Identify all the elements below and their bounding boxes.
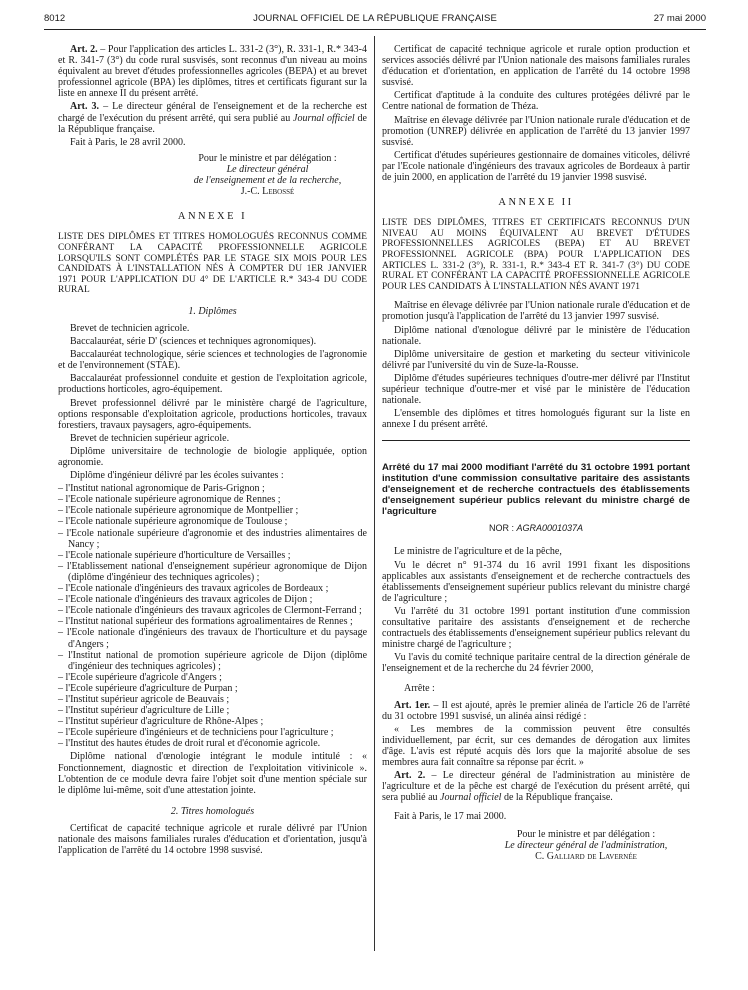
diplome-item: Baccalauréat professionnel conduite et gestion de l'exploitation agricole, productions horticoles, agro-équipement. bbox=[58, 373, 367, 396]
article-text: – Le directeur général de l'administration au ministère de l'agriculture et de la pêche est chargé de l'exécution du présent arrêté, qui sera publié au bbox=[382, 770, 690, 804]
ecole-item: – l'Ecole supérieure d'ingénieurs et de techniciens pour l'agriculture ; bbox=[58, 727, 367, 738]
annexe-2-item: Diplôme national d'œnologue délivré par le ministère de l'éducation nationale. bbox=[382, 324, 690, 347]
signatory-name: J.-C. Lebossé bbox=[240, 186, 295, 198]
diplome-item: Diplôme universitaire de technologie de biologie appliquée, option agronomie. bbox=[58, 445, 367, 468]
arrete-title: Arrêté du 17 mai 2000 modifiant l'arrêté du 31 octobre 1991 portant institution d'une commission consultative paritaire des assistants d'enseignement et de recherche contractuels des établissements d'enseignement supérieur publics relevant du ministre chargé de l'agriculture bbox=[382, 462, 690, 517]
page-header bbox=[44, 13, 706, 27]
ecole-item: – l'Ecole nationale supérieure d'horticulture de Versailles ; bbox=[58, 550, 367, 561]
journal-officiel-ref: Journal officiel bbox=[440, 792, 502, 804]
titre-item: Maîtrise en élevage délivrée par l'Union nationale rurale d'éducation et de promotion (UNREP) délivrée en application de l'arrêté du 13 janvier 1997 susvisé. bbox=[382, 114, 690, 148]
nor-label: NOR : bbox=[488, 523, 517, 534]
diplomes-list bbox=[58, 323, 367, 481]
visa-item: Vu l'arrêté du 31 octobre 1991 portant institution d'une commission consultative paritaire des assistants d'enseignement et de recherche contractuels des établissements d'enseignement supérieur publics relevant du ministre chargé de l'agriculture ; bbox=[382, 605, 690, 651]
fait-a-paris: Fait à Paris, le 28 avril 2000. bbox=[70, 136, 186, 148]
titres-continued bbox=[382, 44, 690, 183]
ecole-item: – l'Ecole nationale supérieure d'agronomie et des industries alimentaires de Nancy ; bbox=[58, 528, 367, 550]
journal-officiel-ref: Journal officiel bbox=[293, 112, 355, 124]
article-label: Art. 1er. bbox=[394, 699, 431, 711]
ecole-item: – l'Institut supérieur agricole de Beauvais ; bbox=[58, 694, 367, 705]
diplome-item: Brevet professionnel délivré par le ministère chargé de l'agriculture, options responsable d'exploitation agricole, productions horticoles, travaux forestiers, travaux paysagers, agro-équipements. bbox=[58, 397, 367, 431]
signature-block bbox=[168, 153, 367, 197]
article-label: Art. 3. bbox=[70, 101, 100, 113]
ecole-item: – l'Ecole nationale d'ingénieurs des travaux agricoles de Clermont-Ferrand ; bbox=[58, 605, 367, 616]
visa-item: Le ministre de l'agriculture et de la pêche, bbox=[394, 546, 562, 558]
article-text: – Pour l'application des articles L. 331-2 (3°), R. 331-1, R.* 343-4 et R. 341-7 (3°) du code rural susvisés, sont reconnus d'un niveau au moins équivalent au brevet d'études professionnelles agricoles (BEPA) et au brevet professionnel agricole (BPA) les diplômes, titres et certificats figurant sur la liste en annexe II du présent arrêté. bbox=[58, 44, 367, 100]
visa-item: Vu l'avis du comité technique paritaire central de la direction générale de l'enseignement et de la recherche du 24 février 2000, bbox=[382, 652, 690, 675]
article-text: de la République française. bbox=[501, 792, 613, 804]
ecole-item: – l'Ecole nationale d'ingénieurs des travaux agricoles de Dijon ; bbox=[58, 594, 367, 605]
section-titres-heading: 2. Titres homologués bbox=[170, 805, 255, 817]
ecole-item: – l'Institut supérieur d'agriculture de Rhône-Alpes ; bbox=[58, 716, 367, 727]
annexe-1-title: LISTE DES DIPLÔMES ET TITRES HOMOLOGUÉS RECONNUS COMME CONFÉRANT LA CAPACITÉ PROFESSIONNELLE AGRICOLE LORSQU'ILS SONT COMPLÉTÉS PAR LE STAGE SIX MOIS POUR LES CANDIDATS À L'INSTALLATION NÉS À COMPTER DU 1ER JANVIER 1971 POUR L'APPLICATION DU 4° DE L'ARTICLE R.* 343-4 DU CODE RURAL bbox=[58, 232, 367, 296]
titre-item: Certificat d'aptitude à la conduite des cultures protégées délivré par le Centre national de formation de Théza. bbox=[382, 90, 690, 113]
ecole-item: – l'Institut des hautes études de droit rural et d'économie agricole. bbox=[58, 738, 367, 749]
diplome-item: Brevet de technicien agricole. bbox=[70, 322, 190, 334]
visa-item: Vu le décret n° 91-374 du 16 avril 1991 fixant les dispositions applicables aux assistants d'enseignement et de recherche contractuels des établissements d'enseignement supérieur publics relevant du ministre chargé de l'agriculture ; bbox=[382, 559, 690, 604]
signature-line: Pour le ministre et par délégation : bbox=[516, 828, 656, 840]
nor-reference bbox=[382, 523, 690, 534]
article-3 bbox=[58, 101, 367, 134]
signature-block-right bbox=[482, 829, 690, 862]
signature-line: Pour le ministre et par délégation : bbox=[198, 152, 337, 164]
article-2-right bbox=[382, 770, 690, 803]
header-rule bbox=[44, 29, 706, 30]
ecole-item: – l'Ecole nationale supérieure agronomique de Toulouse ; bbox=[58, 516, 367, 527]
diplome-item: Baccalauréat technologique, série sciences et technologies de l'agronomie et de l'environnement (STAE). bbox=[58, 349, 367, 372]
annexe-2-item: L'ensemble des diplômes et titres homologués figurant sur la liste en annexe I du présent arrêté. bbox=[382, 408, 690, 431]
ecole-item: – l'Ecole supérieure d'agriculture de Purpan ; bbox=[58, 683, 367, 694]
article-2 bbox=[58, 44, 367, 99]
ecole-item: – l'Institut national de promotion supérieure agricole de Dijon (diplôme d'ingénieur des techniques agricoles) ; bbox=[58, 650, 367, 672]
left-column bbox=[58, 44, 367, 858]
journal-title: JOURNAL OFFICIEL DE LA RÉPUBLIQUE FRANÇAISE bbox=[253, 13, 497, 24]
arrete-word: Arrête : bbox=[404, 682, 435, 694]
diplome-item: Brevet de technicien supérieur agricole. bbox=[70, 432, 230, 444]
ecole-item: – l'Institut supérieur d'agriculture de Lille ; bbox=[58, 705, 367, 716]
article-label: Art. 2. bbox=[70, 44, 98, 55]
annexe-2-title: LISTE DES DIPLÔMES, TITRES ET CERTIFICATS RECONNUS D'UN NIVEAU AU MOINS ÉQUIVALENT AU BREVET D'ÉTUDES PROFESSIONNELLES AGRICOLES (BEPA) ET AU BREVET PROFESSIONNEL AGRICOLE (BPA) POUR L'APPLICATION DES ARTICLES L. 331-2 (3°), R. 331-1, R.* 343-4 ET R. 341-7 (3°) DU CODE RURAL ET CONFÉRANT LA CAPACITÉ PROFESSIONNELLE AGRICOLE POUR LES CANDIDATS À L'INSTALLATION NÉS AVANT 1971 bbox=[382, 218, 690, 292]
article-1 bbox=[382, 700, 690, 722]
diplome-item: Diplôme d'ingénieur délivré par les écoles suivantes : bbox=[70, 470, 284, 482]
signature-line: de l'enseignement et de la recherche, bbox=[193, 175, 342, 187]
signature-line: Le directeur général bbox=[226, 163, 309, 175]
visas-list bbox=[382, 546, 690, 674]
issue-date: 27 mai 2000 bbox=[653, 13, 706, 24]
annexe-1-heading: ANNEXE I bbox=[177, 211, 248, 223]
annexe-2-item: Diplôme d'études supérieures techniques d'outre-mer délivré par l'Institut supérieur technique d'outre-mer et visé par le ministère de l'éducation nationale. bbox=[382, 372, 690, 407]
annexe-2-item: Diplôme universitaire de gestion et marketing du secteur vitivinicole délivré par l'université du vin de Suze-la-Rousse. bbox=[382, 348, 690, 371]
article-text: – Le directeur général de l'enseignement et de la recherche est chargé de l'exécution du présent arrêté, qui sera publié au bbox=[58, 101, 367, 124]
article-1-quote: « Les membres de la commission peuvent être consultés individuellement, par écrit, sur ces demandes de dérogation aux limites d'âge. L'avis est réputé acquis dès lors que la majorité absolue de ses membres aura fait connaître sa réponse par écrit. » bbox=[382, 723, 690, 769]
oenologie-paragraph: Diplôme national d'œnologie intégrant le module intitulé : « Fonctionnement, diagnostic et direction de l'exploitation vitivinicole ». L'obtention de ce module devra faire l'objet soit d'une mention spéciale sur le diplôme lui-même, soit d'une attestation jointe. bbox=[58, 751, 367, 796]
ecole-item: – l'Ecole nationale supérieure agronomique de Montpellier ; bbox=[58, 505, 367, 516]
article-text: – Il est ajouté, après le premier alinéa de l'article 26 de l'arrêté du 31 octobre 1991 susvisé, un alinéa ainsi rédigé : bbox=[382, 699, 690, 722]
ecole-item: – l'Etablissement national d'enseignement supérieur agronomique de Dijon (diplôme d'ingénieur des techniques agricoles) ; bbox=[58, 561, 367, 583]
article-text: de la République française. bbox=[58, 112, 367, 135]
ecole-item: – l'Ecole nationale supérieure agronomique de Rennes ; bbox=[58, 494, 367, 505]
titres-paragraph: Certificat de capacité technique agricole et rurale délivré par l'Union nationale des maisons familiales rurales d'éducation et d'orientation, jusqu'à l'application de l'arrêté du 14 octobre 1998 susvisé. bbox=[58, 822, 367, 857]
ecole-item: – l'Ecole nationale d'ingénieurs des travaux de l'horticulture et du paysage d'Angers ; bbox=[58, 627, 367, 649]
titre-item: Certificat d'études supérieures gestionnaire de domaines viticoles, délivré par l'Ecole nationale d'ingénieurs des travaux agricoles de Bordeaux à partir de juin 2000, en application de l'arrêté du 19 janvier 1998 susvisé. bbox=[382, 149, 690, 184]
signature-line: Le directeur général de l'administration, bbox=[504, 839, 668, 851]
titre-item: Certificat de capacité technique agricole et rurale option production et services associés délivré par l'Union nationale des maisons familiales rurales d'éducation et d'orientation, en application de l'arrêté du 14 octobre 1998 susvisé. bbox=[382, 44, 690, 89]
section-diplomes-heading: 1. Diplômes bbox=[188, 305, 237, 317]
section-separator bbox=[382, 440, 690, 441]
annexe-2-heading: ANNEXE II bbox=[498, 197, 574, 209]
annexe-2-list bbox=[382, 300, 690, 430]
ecole-item: – l'Ecole nationale d'ingénieurs des travaux agricoles de Bordeaux ; bbox=[58, 583, 367, 594]
ecole-item: – l'Institut national agronomique de Paris-Grignon ; bbox=[58, 483, 367, 494]
page-number: 8012 bbox=[44, 13, 66, 24]
nor-code: AGRA0001037A bbox=[516, 523, 584, 534]
column-divider bbox=[374, 36, 375, 951]
signatory-name: C. Galliard de Lavernée bbox=[535, 850, 637, 862]
ecoles-list bbox=[58, 483, 367, 749]
diplome-item: Baccalauréat, série D' (sciences et techniques agronomiques). bbox=[70, 336, 317, 348]
annexe-2-item: Maîtrise en élevage délivrée par l'Union nationale rurale d'éducation et de promotion jusqu'à l'application de l'arrêté du 13 janvier 1997 susvisé. bbox=[382, 300, 690, 323]
article-label: Art. 2. bbox=[394, 770, 426, 782]
ecole-item: – l'Ecole supérieure d'agricole d'Angers ; bbox=[58, 672, 367, 683]
right-column bbox=[382, 44, 690, 862]
ecole-item: – l'Institut national supérieur des formations agroalimentaires de Rennes ; bbox=[58, 616, 367, 627]
fait-a-paris-right: Fait à Paris, le 17 mai 2000. bbox=[394, 811, 507, 823]
